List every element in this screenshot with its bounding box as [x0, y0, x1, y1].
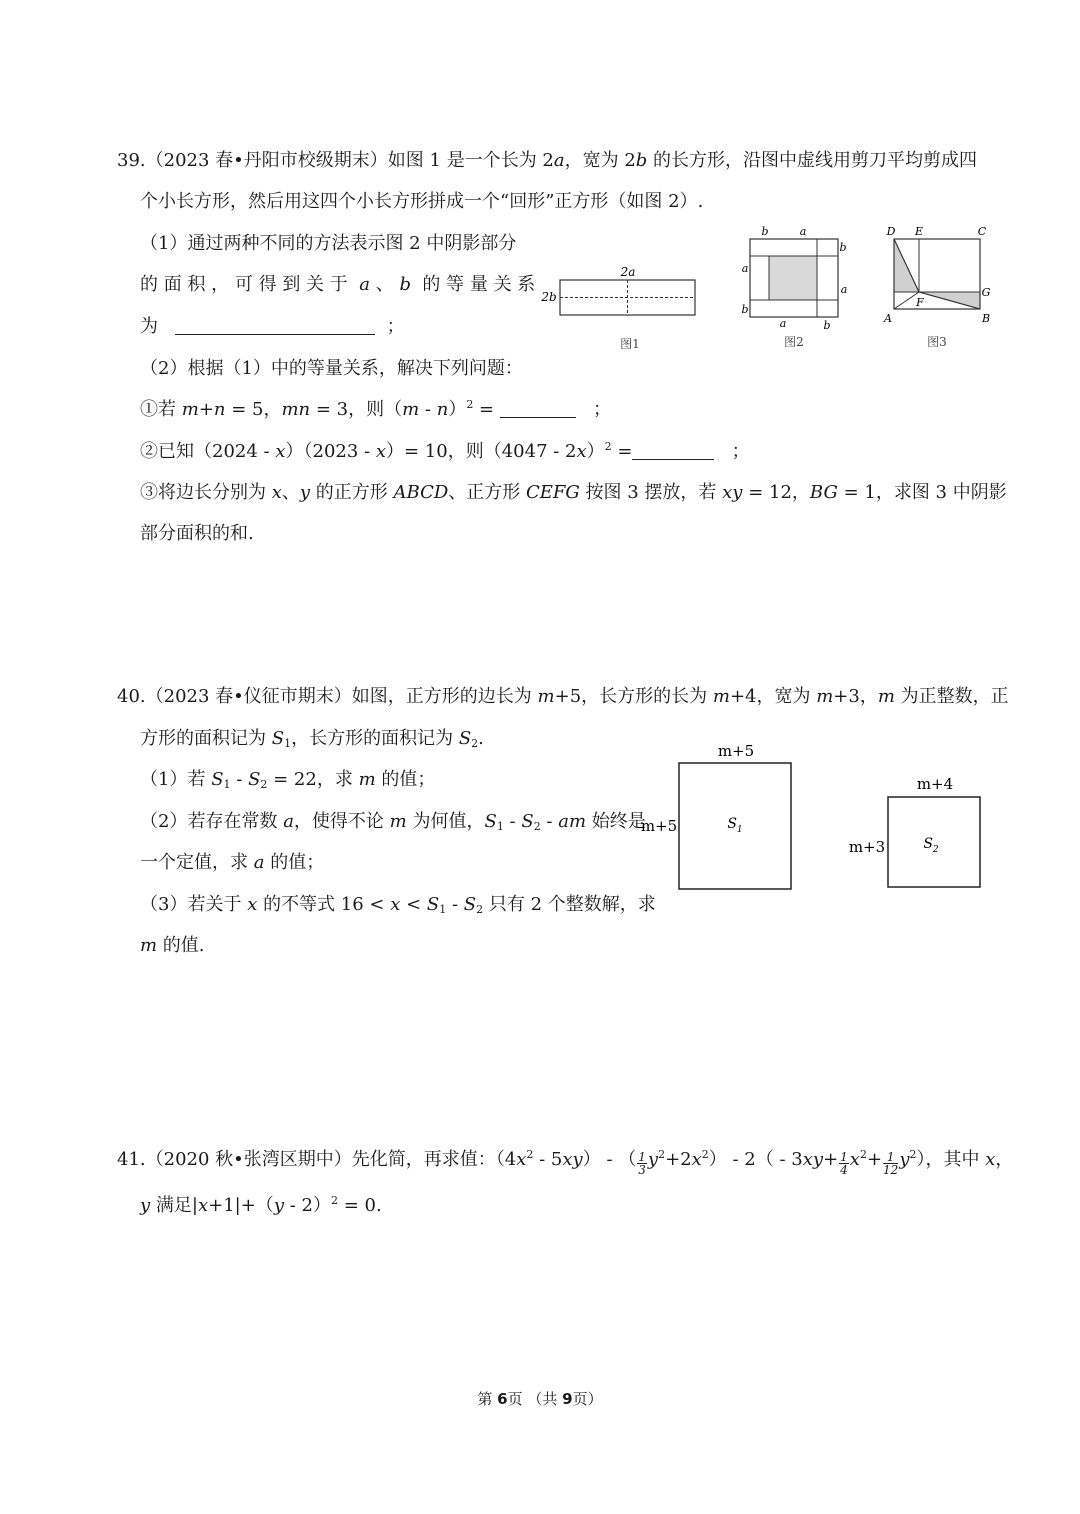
- q41-text: - 2）: [283, 1195, 331, 1216]
- answer-blank[interactable]: [175, 318, 375, 335]
- q39-figure2: [735, 222, 860, 357]
- q41-text: ，: [995, 1149, 1014, 1170]
- q39-part2-ii: [140, 440, 750, 464]
- q41-text: 满足|: [150, 1195, 198, 1216]
- fig3-label: D: [886, 225, 896, 238]
- fig2-label: a: [799, 225, 807, 238]
- q41-var: y: [273, 1195, 284, 1216]
- q41-text: = 0.: [337, 1195, 382, 1216]
- q40-var: m: [877, 686, 895, 707]
- q40-var: S: [271, 728, 285, 749]
- q40-text: 的值.: [157, 935, 205, 956]
- q41-text: 先化简，再求值：（4: [351, 1149, 517, 1170]
- q39-var: m - n: [402, 399, 449, 420]
- q40-text: 始终是: [586, 811, 646, 832]
- q41-var: x: [691, 1149, 702, 1170]
- q40-sub: 2: [533, 820, 541, 833]
- q40-text: 的值；: [264, 852, 325, 873]
- q40-line1: [117, 685, 1009, 709]
- q40-var: S: [426, 894, 440, 915]
- footer-text: 页）: [572, 1390, 603, 1408]
- q40-var: S: [484, 811, 497, 832]
- q39-part1-line3: [140, 315, 405, 339]
- q41-var: y: [140, 1195, 151, 1216]
- q41-sup: 2: [859, 1148, 867, 1161]
- q39-var: a: [553, 150, 565, 171]
- fig3-label: F: [916, 296, 924, 309]
- q40-number: 40.: [117, 686, 146, 707]
- q40-rect-side-label: m+3: [848, 838, 886, 856]
- q41-text: ），其中: [916, 1149, 986, 1170]
- q39-text: 的正方形: [310, 482, 394, 503]
- q40-sub: 2: [260, 778, 268, 791]
- q40-sub: 1: [284, 737, 292, 750]
- q39-var: x: [275, 441, 286, 462]
- fig2-label: b: [741, 303, 749, 316]
- q40-text: 如图，正方形的边长为: [351, 686, 538, 707]
- q39-var: CEFG: [526, 482, 580, 503]
- q40-var: a: [283, 811, 294, 832]
- q39-var: y: [299, 482, 311, 503]
- q41-var: y: [647, 1149, 659, 1170]
- q39-number: 39.: [117, 150, 146, 171]
- q40-var: am: [558, 811, 587, 832]
- q39-text: ①若: [140, 399, 182, 420]
- q39-text: ②已知（2024 -: [140, 441, 276, 462]
- q40-var: m: [816, 686, 834, 707]
- q40-text: <: [400, 894, 427, 915]
- q39-part2-iii-line2: 部分面积的和.: [140, 523, 254, 544]
- q40-sub: 1: [439, 903, 447, 916]
- q40-part1: [140, 768, 435, 792]
- q41-sup: 2: [658, 1148, 666, 1161]
- q40-text: 一个定值，求: [140, 852, 254, 873]
- fig2-label: b: [823, 319, 831, 332]
- q40-square-center-label: $S_1$: [727, 816, 743, 835]
- frac-den: 12: [883, 1163, 899, 1177]
- q40-text: ，使得不论: [293, 811, 390, 832]
- q40-source: （2023 春•仪征市期末）: [145, 686, 352, 707]
- q40-var: a: [253, 852, 265, 873]
- q41-var: xy: [562, 1149, 583, 1170]
- q39-var: m+n: [181, 399, 226, 420]
- answer-blank[interactable]: [632, 443, 714, 460]
- q40-var: m: [389, 811, 407, 832]
- q40-line2: [140, 727, 484, 751]
- q40-text: （3）若关于: [140, 894, 248, 915]
- q39-text: ③将边长分别为: [140, 482, 272, 503]
- q41-sup: 2: [526, 1148, 534, 1161]
- q41-var: x: [849, 1149, 860, 1170]
- q40-text: = 22，求: [267, 769, 359, 790]
- q41-text: +: [866, 1149, 883, 1170]
- q39-part1-line2: [140, 273, 535, 297]
- q41-sup: 2: [701, 1148, 709, 1161]
- fig2-caption: 图2: [784, 335, 804, 349]
- q39-text: = 1，求图 3 中阴影: [837, 482, 1007, 503]
- q40-var: m: [712, 686, 730, 707]
- q40-rectangle: [888, 797, 980, 887]
- q39-var: b: [399, 274, 411, 295]
- q40-text: 的不等式 16 <: [257, 894, 391, 915]
- q39-text: ）（2023 -: [285, 441, 376, 462]
- q40-rect-top-label: m+4: [916, 775, 954, 793]
- q41-var: x: [985, 1149, 996, 1170]
- frac-num: 1: [638, 1150, 646, 1164]
- q40-sub: 1: [496, 820, 504, 833]
- q39-stem-text: 的长方形，沿图中虚线用剪刀平均剪成四: [647, 150, 978, 171]
- q39-text: ）= 10，则（4047 - 2: [386, 441, 577, 462]
- q41-source: （2020 秋•张湾区期中）: [145, 1149, 352, 1170]
- fig3-label: E: [914, 225, 924, 238]
- q41-var: xy: [802, 1149, 824, 1170]
- q40-text: +5，长方形的长为: [554, 686, 713, 707]
- q40-text: -: [503, 811, 522, 832]
- q39-sup: 2: [604, 440, 612, 453]
- q40-var: S: [248, 769, 261, 790]
- footer-text: 页 （共: [507, 1390, 563, 1408]
- fig3-label: A: [884, 312, 892, 325]
- q39-text: 、: [375, 274, 394, 295]
- frac-den: 3: [638, 1163, 646, 1177]
- q40-part3-line2: [140, 934, 205, 958]
- q39-text: 的 面 积 ， 可 得 到 关 于: [140, 274, 348, 295]
- fig2-label: a: [779, 317, 787, 330]
- q40-text: +3，: [833, 686, 878, 707]
- q41-text: +1|+（: [208, 1195, 274, 1216]
- q39-text: ；: [593, 399, 612, 420]
- q40-text: 的值；: [375, 769, 436, 790]
- q39-line1: [117, 149, 977, 173]
- frac-num: 1: [840, 1150, 848, 1164]
- q39-text: = 12，: [742, 482, 810, 503]
- fig1-top-label: 2a: [620, 265, 636, 279]
- fig2-label: a: [840, 283, 848, 296]
- q39-source: （2023 春•丹阳市校级期末）: [145, 150, 388, 171]
- q39-var: x: [576, 441, 587, 462]
- q39-figure3: [875, 222, 1000, 357]
- answer-blank[interactable]: [500, 401, 576, 418]
- q40-var: x: [247, 894, 258, 915]
- q41-text: +2: [665, 1149, 692, 1170]
- q39-text: 、正方形: [448, 482, 527, 503]
- q41-fraction: [839, 1151, 849, 1176]
- q40-square-figure: [640, 738, 800, 898]
- q41-line2: [140, 1194, 382, 1218]
- q40-var: S: [463, 894, 477, 915]
- q41-fraction: [637, 1151, 647, 1176]
- q39-var: xy: [722, 482, 743, 503]
- q39-text: ）: [586, 441, 605, 462]
- q39-text: ；: [731, 441, 750, 462]
- fig2-label: b: [839, 241, 847, 254]
- q40-text: 为正整数，正: [894, 686, 1009, 707]
- fig1-side-label: 2b: [541, 290, 557, 304]
- q39-sup: 2: [466, 398, 474, 411]
- q39-var: x: [375, 441, 386, 462]
- q39-text: =: [611, 441, 633, 462]
- fig3-label: G: [981, 286, 991, 299]
- q40-var: S: [458, 728, 472, 749]
- q39-figure1: [535, 260, 705, 355]
- q41-sup: 2: [330, 1194, 338, 1207]
- q40-text: 为何值，: [406, 811, 485, 832]
- q39-stem-text: ，宽为 2: [564, 150, 636, 171]
- q40-sub: 2: [476, 903, 484, 916]
- q41-var: y: [899, 1149, 910, 1170]
- q39-part1-line1: （1）通过两种不同的方法表示图 2 中阴影部分: [140, 233, 517, 254]
- q41-line1: [117, 1148, 1013, 1176]
- q40-var: m: [358, 769, 376, 790]
- q39-text: 的 等 量 关 系: [422, 274, 536, 295]
- q40-text: +4，宽为: [729, 686, 817, 707]
- q40-text: （2）若存在常数: [140, 811, 284, 832]
- page-footer: [0, 1388, 1080, 1409]
- q41-text: - 5: [533, 1149, 563, 1170]
- q39-var: x: [271, 482, 282, 503]
- q41-text: ） - （: [582, 1149, 637, 1170]
- q39-line2: 个小长方形，然后用这四个小长方形拼成一个“回形”正方形（如图 2）.: [140, 191, 704, 212]
- q40-text: -: [230, 769, 249, 790]
- fig3-caption: 图3: [927, 335, 947, 349]
- fig3-label: C: [977, 225, 987, 238]
- q40-sub: 1: [223, 778, 231, 791]
- q40-text: -: [446, 894, 464, 915]
- q40-square-side-label: m+5: [640, 817, 678, 835]
- q39-part2-i: [140, 398, 611, 422]
- q39-text: =: [473, 399, 495, 420]
- q39-text: = 3，则（: [310, 399, 403, 420]
- q40-rect-center-label: $S_2$: [923, 836, 939, 855]
- q39-text: ；: [386, 316, 405, 337]
- q39-text: 为: [140, 316, 158, 337]
- q40-var: m: [537, 686, 555, 707]
- q40-rect-figure: [845, 770, 990, 895]
- q40-text: 方形的面积记为: [140, 728, 272, 749]
- footer-text: 第: [477, 1390, 498, 1408]
- q41-number: 41.: [117, 1149, 146, 1170]
- q41-var: x: [197, 1195, 209, 1216]
- fig2-shaded-square: [769, 256, 817, 300]
- q40-text: （1）若: [140, 769, 212, 790]
- q40-var: S: [521, 811, 534, 832]
- q41-fraction: [883, 1151, 898, 1176]
- q40-square-top-label: m+5: [717, 742, 755, 760]
- q40-text: .: [478, 728, 484, 749]
- q39-text: ）: [448, 399, 467, 420]
- q41-sup: 2: [909, 1148, 917, 1161]
- q40-sub: 2: [471, 737, 479, 750]
- footer-page-number: 6: [497, 1390, 508, 1408]
- q40-text: 只有 2 个整数解，求: [483, 894, 656, 915]
- footer-total-pages: 9: [562, 1390, 573, 1408]
- q41-text: ） - 2（ - 3: [708, 1149, 803, 1170]
- q39-var: b: [635, 150, 648, 171]
- q39-text: = 5，: [225, 399, 282, 420]
- q39-var: a: [359, 274, 370, 295]
- q40-text: -: [540, 811, 559, 832]
- q39-text: 、: [281, 482, 300, 503]
- q39-stem-text: 如图 1 是一个长为 2: [387, 150, 554, 171]
- q39-text: 按图 3 摆放，若: [579, 482, 723, 503]
- fig3-label: B: [981, 312, 991, 325]
- q40-part2-line1: [140, 810, 646, 834]
- q39-var: ABCD: [393, 482, 449, 503]
- fig1-caption: 图1: [620, 337, 640, 351]
- fig2-label: a: [741, 262, 749, 275]
- q39-var: mn: [281, 399, 311, 420]
- q39-var: BG: [809, 482, 838, 503]
- q39-part2-iii-line1: [140, 481, 1007, 505]
- q41-text: +: [823, 1149, 839, 1170]
- frac-den: 4: [840, 1163, 848, 1177]
- fig2-label: b: [761, 225, 769, 238]
- q40-text: ，长方形的面积记为: [291, 728, 459, 749]
- q40-part3-line1: [140, 893, 656, 917]
- q40-var: x: [390, 894, 401, 915]
- q40-part2-line2: [140, 851, 324, 875]
- q41-var: x: [516, 1149, 527, 1170]
- q40-var: m: [140, 935, 158, 956]
- frac-num: 1: [883, 1151, 898, 1164]
- q40-var: S: [211, 769, 224, 790]
- q39-part2-line: （2）根据（1）中的等量关系，解决下列问题：: [140, 358, 523, 379]
